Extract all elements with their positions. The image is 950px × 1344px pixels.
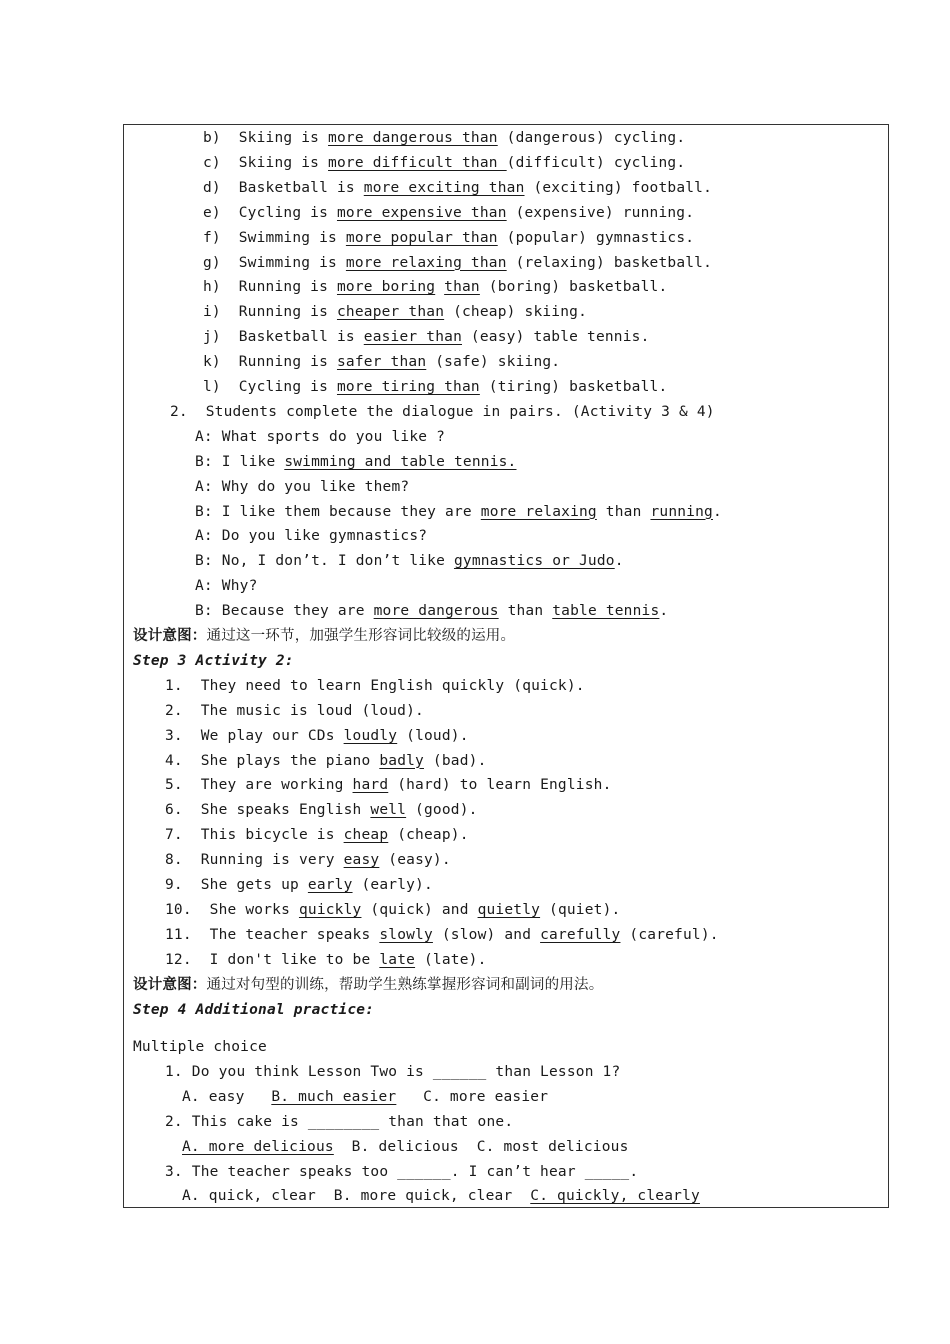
item-text: (cheap). (388, 827, 469, 844)
dialogue-text: B: I like them because they are (195, 503, 481, 520)
item-text: Skiing is (238, 154, 329, 171)
item-text: 2. The music is loud (loud). (165, 702, 424, 719)
item-marker: b) (203, 130, 239, 146)
mc-question (165, 1112, 513, 1132)
answer-blank: B. much easier (271, 1088, 397, 1105)
item-text: (difficult) cycling. (506, 154, 686, 171)
item-text: 6. She speaks English (165, 802, 371, 819)
exercise-item (203, 327, 650, 347)
answer-blank: more relaxing (480, 503, 597, 520)
dialogue-line (195, 601, 668, 621)
answer-blank: gymnastics or Judo (453, 553, 615, 570)
item-text: 12. I don't like to be (165, 951, 380, 968)
item-marker: d) (203, 179, 239, 196)
dialogue-line (195, 526, 427, 546)
answer-blank: more dangerous than (328, 130, 498, 146)
mc-options (182, 1137, 629, 1157)
item-text: (relaxing) basketball. (506, 254, 713, 271)
answer-blank: slowly (379, 926, 433, 943)
item-text: (careful). (620, 926, 719, 943)
answer-blank: cheap (343, 827, 389, 844)
item-text: (slow) and (432, 926, 541, 943)
item-marker: c) (203, 154, 239, 171)
step-heading: Step 4 Additional practice: (133, 1001, 375, 1018)
answer-blank: late (379, 951, 416, 968)
exercise-item (165, 850, 451, 870)
dialogue-text: . (712, 503, 722, 520)
item-text: 3. We play our CDs (165, 727, 344, 744)
exercise-item (165, 676, 585, 696)
item-text: Skiing is (238, 130, 329, 146)
answer-blank: C. quickly, clearly (530, 1188, 700, 1205)
mc-question (165, 1162, 638, 1182)
item-marker: h) (203, 279, 239, 296)
dialogue-text: than (596, 503, 651, 520)
design-intent-note (133, 975, 603, 995)
answer-blank: A. more delicious (182, 1138, 334, 1155)
item-text: Swimming is (238, 254, 346, 271)
answer-blank: quickly (298, 901, 362, 918)
item-marker: g) (203, 254, 239, 271)
question-text: 1. Do you think Lesson Two is ______ than Lesson 1? (165, 1063, 621, 1080)
answer-blank: easier than (363, 329, 462, 346)
dialogue-text: A: Why do you like them? (195, 478, 410, 495)
item-text: (exciting) football. (524, 179, 713, 196)
dialogue-line (195, 427, 445, 447)
answer-blank: more difficult than (328, 154, 507, 171)
question-text: 2. This cake is ________ than that one. (165, 1113, 514, 1130)
option-text: B. delicious C. most delicious (333, 1138, 629, 1155)
item-text: Basketball is (238, 179, 364, 196)
item-text: 7. This bicycle is (165, 827, 344, 844)
answer-blank: badly (379, 752, 424, 769)
exercise-item (165, 701, 424, 721)
exercise-item (203, 302, 587, 322)
option-text: C. more easier (396, 1088, 549, 1105)
item-text: (safe) skiing. (426, 354, 561, 371)
item-text: (late). (415, 951, 487, 968)
exercise-item (203, 377, 667, 397)
item-text: 8. Running is very (165, 852, 344, 869)
item-text: (easy). (379, 852, 451, 869)
answer-blank: quietly (477, 901, 541, 918)
item-text: 9. She gets up (165, 877, 308, 893)
item-text: (boring) basketball. (479, 279, 668, 296)
item-marker: l) (203, 379, 239, 395)
answer-blank: loudly (343, 727, 398, 744)
item-text: 1. They need to learn English quickly (quick). (165, 677, 585, 694)
mc-options (182, 1186, 700, 1206)
item-text: (expensive) running. (506, 204, 695, 221)
dialogue-line (195, 551, 624, 571)
dialogue-text: B: No, I don’t. I don’t like (195, 553, 454, 570)
item-text: (bad). (423, 752, 487, 769)
answer-blank: more expensive than (336, 204, 507, 221)
mc-question (165, 1062, 620, 1082)
question-text: 3. The teacher speaks too ______. I can’t hear _____. (165, 1163, 639, 1180)
item-text (435, 279, 444, 295)
item-marker: e) (203, 204, 239, 221)
mc-options (182, 1087, 548, 1107)
dialogue-line (195, 576, 258, 596)
dialogue-line (195, 477, 409, 497)
design-intent-label: 设计意图： (133, 628, 207, 644)
item-text: Basketball is (238, 329, 364, 346)
answer-blank: than (444, 279, 480, 296)
option-text: A. easy (182, 1088, 272, 1105)
dialogue-line (195, 502, 722, 522)
item-text: (early). (352, 877, 433, 893)
dialogue-text: A: Why? (195, 578, 258, 595)
answer-blank: more popular than (345, 229, 498, 246)
dialogue-line (195, 452, 517, 472)
answer-blank: more tiring than (336, 379, 480, 395)
answer-blank: table tennis (552, 603, 660, 620)
item-text: (hard) to learn English. (388, 777, 612, 794)
answer-blank: hard (352, 777, 389, 794)
answer-blank: carefully (540, 926, 621, 943)
dialogue-text: A: Do you like gymnastics? (195, 528, 428, 545)
answer-blank: early (307, 877, 353, 893)
exercise-item (203, 228, 694, 248)
item-text: Running is (238, 304, 337, 321)
exercise-item (165, 925, 719, 945)
dialogue-text: . (614, 553, 624, 570)
answer-blank: cheaper than (336, 304, 445, 321)
item-text: (popular) gymnastics. (497, 229, 695, 246)
item-text: (loud). (397, 727, 469, 744)
step-heading: Step 3 Activity 2: (133, 652, 294, 669)
design-intent-text: 通过对句型的训练，帮助学生熟练掌握形容词和副词的用法。 (206, 976, 604, 993)
item-text: 11. The teacher speaks (165, 926, 380, 943)
exercise-item (165, 875, 433, 895)
item-marker: i) (203, 304, 239, 321)
dialogue-text: B: I like (195, 453, 285, 470)
dialogue-text: . (659, 603, 669, 620)
answer-blank: more exciting than (363, 179, 525, 196)
exercise-item (165, 900, 620, 920)
exercise-item (165, 825, 469, 845)
item-marker: f) (203, 229, 239, 246)
answer-blank: easy (343, 852, 380, 869)
item-text: Running is (238, 279, 337, 296)
answer-blank: safer than (336, 354, 427, 371)
exercise-item (203, 277, 667, 297)
exercise-item (203, 178, 712, 198)
option-text: A. quick, clear B. more quick, clear (182, 1188, 531, 1205)
design-intent-label: 设计意图： (133, 976, 207, 993)
item-text: (cheap) skiing. (444, 304, 588, 321)
item-text: (good). (406, 802, 478, 819)
exercise-item (203, 352, 560, 372)
dialogue-text: A: What sports do you like ? (195, 428, 446, 445)
item-text: (easy) table tennis. (462, 329, 650, 346)
exercise-item (203, 203, 694, 223)
dialogue-text: B: Because they are (195, 603, 374, 620)
item-text: Cycling is (238, 204, 337, 221)
answer-blank: more relaxing than (345, 254, 507, 271)
exercise-item (165, 751, 487, 771)
multiple-choice-title: Multiple choice (133, 1039, 267, 1055)
exercise-item (203, 128, 685, 148)
design-intent-text: 通过这一环节，加强学生形容词比较级的运用。 (206, 628, 516, 644)
item-text: Running is (238, 354, 337, 371)
section-heading: 2. Students complete the dialogue in pairs. (Activity 3 & 4) (170, 403, 715, 420)
dialogue-text: than (498, 603, 553, 620)
item-marker: j) (203, 329, 239, 346)
exercise-item (203, 153, 685, 173)
item-text: 5. They are working (165, 777, 353, 794)
item-text: Swimming is (238, 229, 346, 246)
item-text: 10. She works (165, 901, 299, 918)
item-text: (tiring) basketball. (479, 379, 668, 395)
exercise-item (165, 800, 478, 820)
item-text: 4. She plays the piano (165, 752, 380, 769)
answer-blank: more dangerous (373, 603, 499, 620)
item-text: (quick) and (361, 901, 478, 918)
item-marker: k) (203, 354, 239, 371)
item-text: (quiet). (540, 901, 621, 918)
item-text: Cycling is (238, 379, 337, 395)
item-text: (dangerous) cycling. (497, 130, 686, 146)
design-intent-note (133, 626, 515, 646)
answer-blank: well (370, 802, 407, 819)
answer-blank: running (650, 503, 713, 520)
answer-blank: more boring (336, 279, 436, 296)
exercise-item (203, 253, 712, 273)
answer-blank: swimming and table tennis. (284, 453, 517, 470)
exercise-item (165, 950, 487, 970)
exercise-item (165, 726, 469, 746)
exercise-item (165, 775, 612, 795)
